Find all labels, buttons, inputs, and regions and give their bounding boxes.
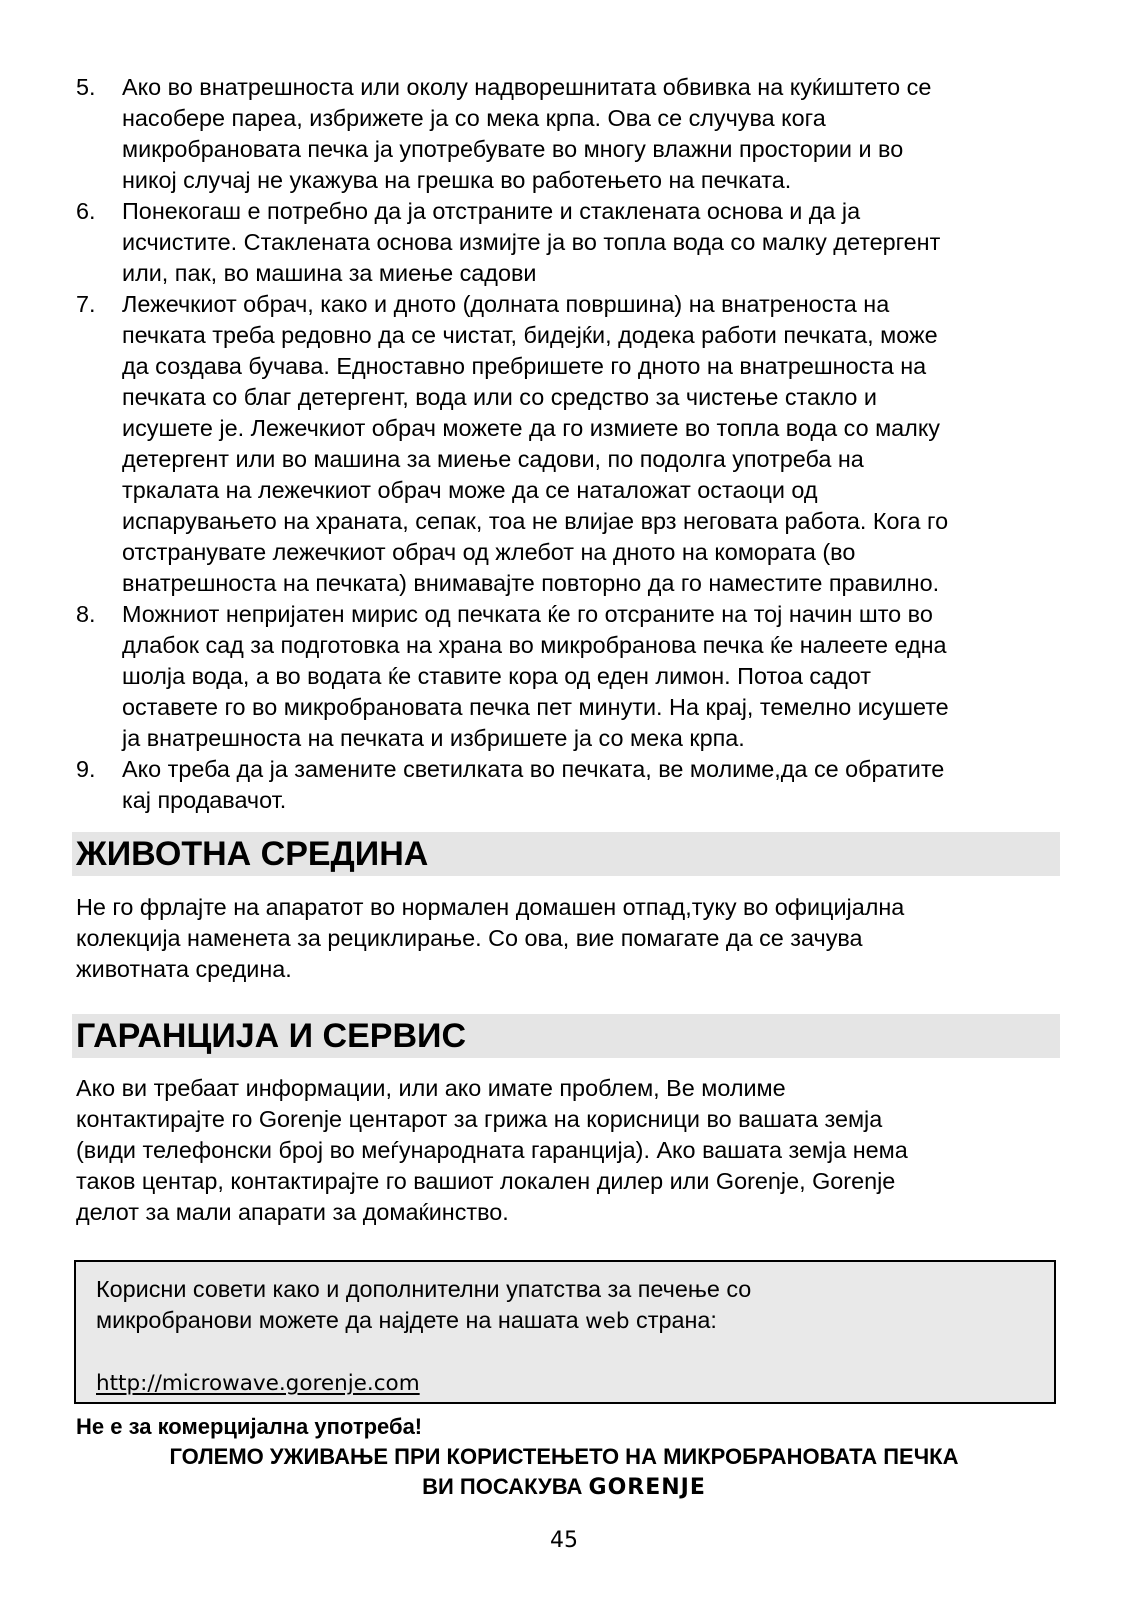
text-line: (види телефонски број во меѓународната гаранција). Ако вашата земја нема [76, 1137, 908, 1163]
text-line: микробрановата печка ја употребувате во многу влажни простории и во [122, 136, 904, 162]
tips-web-word: web [585, 1309, 630, 1334]
list-item-number: 8. [76, 601, 96, 627]
microwave-website-link[interactable]: http://microwave.gorenje.com [96, 1371, 420, 1396]
text-line: оставете го во микробрановата печка пет минути. На крај, темелно исушете [122, 694, 949, 720]
text-line: внатрешноста на печката) внимавајте повторно да го наместите правилно. [122, 570, 940, 596]
environment-paragraph [76, 892, 1066, 985]
text-line: Лежечкиот обрач, како и дното (долната површина) на внатреноста на [122, 291, 890, 317]
list-item-number: 9. [76, 756, 96, 782]
text-line: колекција наменета за рециклирање. Со ова, вие помагате да се зачува [76, 925, 863, 951]
text-line: печката со благ детергент, вода или со средство за чистење стакло и [122, 384, 877, 410]
brand-name: GORENJE [588, 1475, 706, 1500]
text-line: исушете је. Лежечкиот обрач можете да го измиете во топла вода со малку [122, 415, 941, 441]
text-line: таков центар, контактирајте го вашиот локален дилер или Gorenje, Gorenje [76, 1168, 896, 1194]
text-line: делот за мали апарати за домаќинство. [76, 1199, 509, 1225]
tips-text-line: Корисни совети како и дополнителни упатства за печење со [96, 1276, 752, 1302]
tips-text: микробранови можете да најдете на нашата [96, 1307, 586, 1333]
text-line: животната средина. [76, 956, 292, 982]
warranty-paragraph [76, 1073, 1066, 1228]
text-line: детергент или во машина за миење садови, по подолга употреба на [122, 446, 864, 472]
text-line: Ако треба да ја замените светилката во печката, ве молиме,да се обратите [122, 756, 945, 782]
text-line: длабок сад за подготовка на храна во микробранова печка ќе налеете една [122, 632, 947, 658]
text-line: печката треба редовно да се чистат, бидејќи, додека работи печката, може [122, 322, 938, 348]
text-line: шолја вода, а во водата ќе ставите кора од еден лимон. Потоа садот [122, 663, 871, 689]
text-line: или, пак, во машина за миење садови [122, 260, 537, 286]
text-line: да создава бучава. Едноставно пребришете го дното на внатрешноста на [122, 353, 927, 379]
text-line: контактирајте го Gorenje центарот за грижа на корисници во вашата земја [76, 1106, 883, 1132]
tips-text-line [96, 1305, 1036, 1337]
list-item [76, 599, 1056, 754]
text-line: кај продавачот. [122, 787, 287, 813]
text-line: Можниот непријатен мирис од печката ќе го отсраните на тој начин што во [122, 601, 933, 627]
warranty-heading: ГАРАНЦИЈА И СЕРВИС [72, 1014, 1060, 1058]
tips-text: страна: [629, 1307, 717, 1333]
closing-line-2 [56, 1472, 1072, 1503]
text-line: тркалата на лежечкиот обрач може да се наталожат остаоци од [122, 477, 818, 503]
list-item-number: 5. [76, 74, 96, 100]
list-item [76, 289, 1056, 599]
text-line: отстранувате лежечкиот обрач од жлебот на дното на комората (во [122, 539, 856, 565]
list-item [76, 754, 1056, 816]
not-commercial-note: Не е за комерцијална употреба! [76, 1414, 423, 1439]
environment-heading: ЖИВОТНА СРЕДИНА [72, 832, 1060, 876]
closing-text: ВИ ПОСАКУВА [422, 1474, 589, 1499]
text-line: ја внатрешноста на печката и избришете ја со мека крпа. [122, 725, 745, 751]
page-number: 45 [550, 1528, 578, 1553]
tips-box [74, 1260, 1056, 1404]
text-line: Ако во внатрешноста или околу надворешнитата обвивка на куќиштето се [122, 74, 932, 100]
text-line: Понекогаш е потребно да ја отстраните и стаклената основа и да ја [122, 198, 861, 224]
text-line: никој случај не укажува на грешка во работењето на печката. [122, 167, 792, 193]
list-item-number: 7. [76, 291, 96, 317]
text-line: Не го фрлајте на апаратот во нормален домашен отпад,туку во официјална [76, 894, 905, 920]
text-line: исчистите. Стаклената основа измијте ја во топла вода со малку детергент [122, 229, 941, 255]
list-item [76, 196, 1056, 289]
text-line: испарувањето на храната, сепак, тоа не влијае врз неговата работа. Кога го [122, 508, 949, 534]
cleaning-instructions-list [76, 72, 1056, 816]
closing-line-1: ГОЛЕМО УЖИВАЊЕ ПРИ КОРИСТЕЊЕТО НА МИКРОБРАНОВАТА ПЕЧКА [169, 1444, 959, 1469]
list-item-number: 6. [76, 198, 96, 224]
list-item [76, 72, 1056, 196]
text-line: Ако ви требаат информации, или ако имате проблем, Ве молиме [76, 1075, 786, 1101]
text-line: насобере пареа, избрижете ја со мека крпа. Ова се случува кога [122, 105, 826, 131]
